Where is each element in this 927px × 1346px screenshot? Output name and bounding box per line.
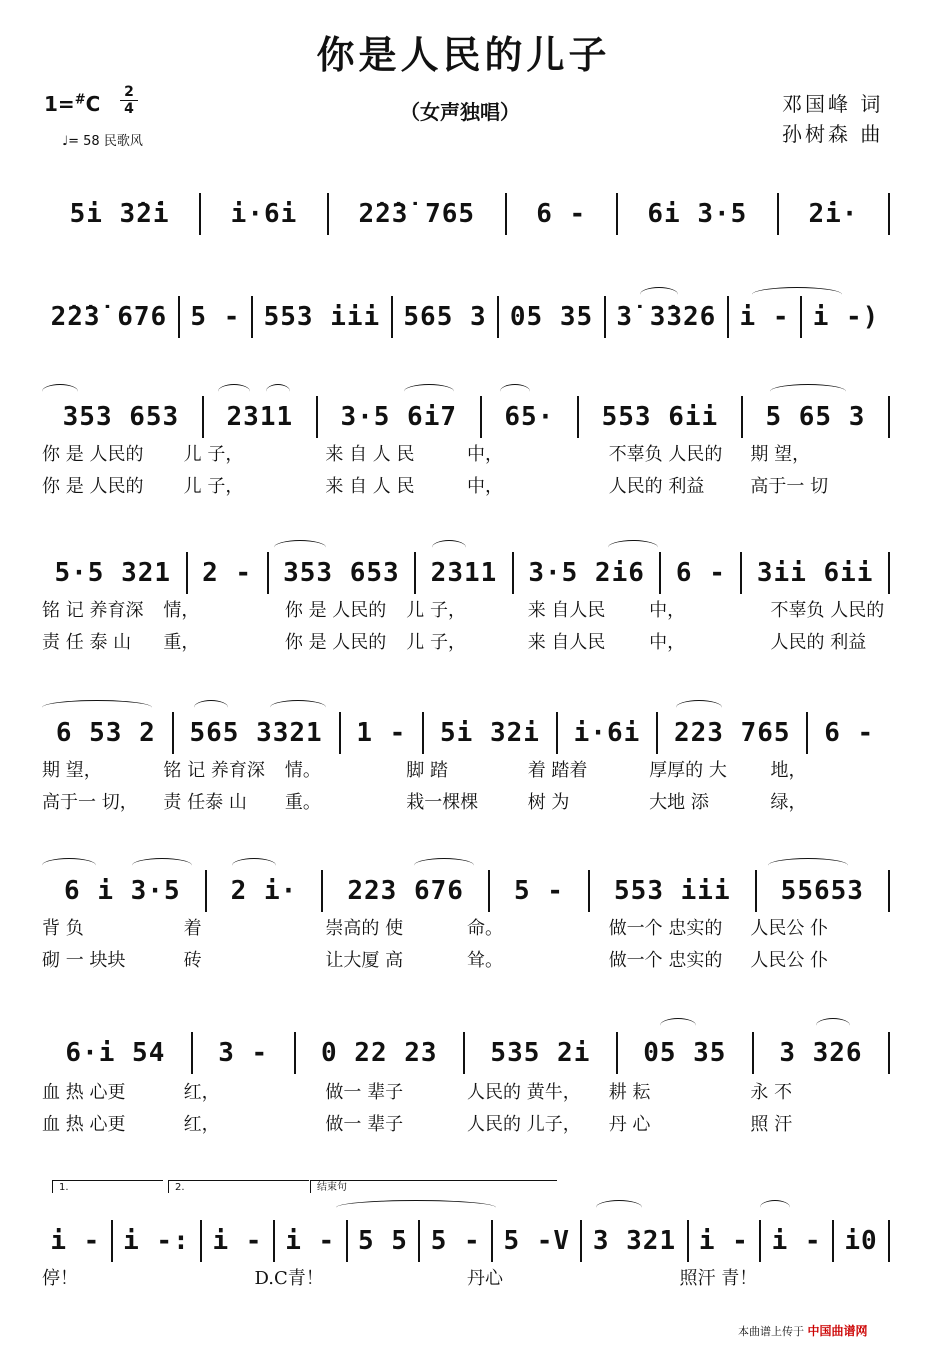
ending-phrase-bracket: 结束句	[310, 1180, 557, 1193]
lyrics-line-6-verse-1: 背 负 着 崇高的 使 命。 做一个 忠实的 人民公 仆	[42, 918, 829, 939]
score-line-7: 6·i 54 3 - 0 22 23 535 2i 05 35 3 326	[40, 1032, 890, 1074]
score-line-3: 353 653 2311 3·5 6i7 65· 553 6ii 5 65 3	[40, 396, 890, 438]
performance-type: （女声独唱）	[400, 100, 520, 124]
lyrics-line-5-verse-1: 期 望， 铭 记 养育深 情。 脚 踏 着 踏着 厚厚的 大 地，	[42, 760, 807, 781]
score-line-6: 6 i 3·5 2 i· 223 676 5 - 553 iii 55653	[40, 870, 890, 912]
score-line-1: 5i 3̇2̇i i·6i 2̇2̇3̇ 765 6 - 6i 3·5 2̇i·	[40, 193, 890, 235]
lyricist-credit: 邓国峰 词	[782, 92, 884, 116]
lyrics-line-6-verse-2: 砌 一 块块 砖 让大厦 高 耸。 做一个 忠实的 人民公 仆	[42, 950, 829, 971]
lyrics-line-4-verse-2: 责 任 泰 山 重， 你 是 人民的 儿 子， 来 自人民 中， 人民的 利益	[42, 632, 867, 653]
lyrics-line-3-verse-1: 你 是 人民的 儿 子， 来 自 人 民 中， 不辜负 人民的 期 望，	[42, 444, 811, 465]
lyrics-line-8: 停！ D.C青！ 丹心 照汗 青！	[42, 1268, 758, 1289]
composer-credit: 孙树森 曲	[782, 122, 884, 146]
lyrics-line-7-verse-2: 血 热 心更 红， 做一 辈子 人民的 儿子， 丹 心 照 汗	[42, 1114, 793, 1135]
song-title: 你是人民的儿子	[316, 32, 611, 77]
key-signature: 1=#C	[44, 92, 101, 116]
lyrics-line-5-verse-2: 高于一 切， 责 任泰 山 重。 栽一棵棵 树 为 大地 添 绿，	[42, 792, 807, 813]
score-line-8: i - i -: i - i - 5 5 5 - 5 -V 3 321 i - i - i0	[40, 1220, 890, 1262]
time-signature: 2 4	[120, 84, 138, 117]
volta-second-ending: 2.	[168, 1180, 309, 1193]
score-line-5: 6 53 2 565 3321 1 - 5i 32i i·6i 223 765 6 -	[40, 712, 890, 754]
tempo-marking: ♩= 58 民歌风	[62, 134, 143, 149]
score-line-2: 2̇2̇3̇ 676 5 - 553 iii 565 3 05 35 3̇ 3̇326 i - i -)	[40, 296, 890, 338]
lyrics-line-3-verse-2: 你 是 人民的 儿 子， 来 自 人 民 中， 人民的 利益 高于一 切	[42, 476, 829, 497]
volta-first-ending: 1.	[52, 1180, 163, 1193]
lyrics-line-4-verse-1: 铭 记 养育深 情， 你 是 人民的 儿 子， 来 自人民 中， 不辜负 人民的	[42, 600, 885, 621]
source-footer: 本曲谱上传于 中国曲谱网	[738, 1324, 868, 1338]
site-name[interactable]: 中国曲谱网	[807, 1324, 868, 1338]
lyrics-line-7-verse-1: 血 热 心更 红， 做一 辈子 人民的 黄牛， 耕 耘 永 不	[42, 1082, 793, 1103]
score-line-4: 5·5 321 2 - 353 653 2311 3·5 2i6 6 - 3ii 6ii	[40, 552, 890, 594]
